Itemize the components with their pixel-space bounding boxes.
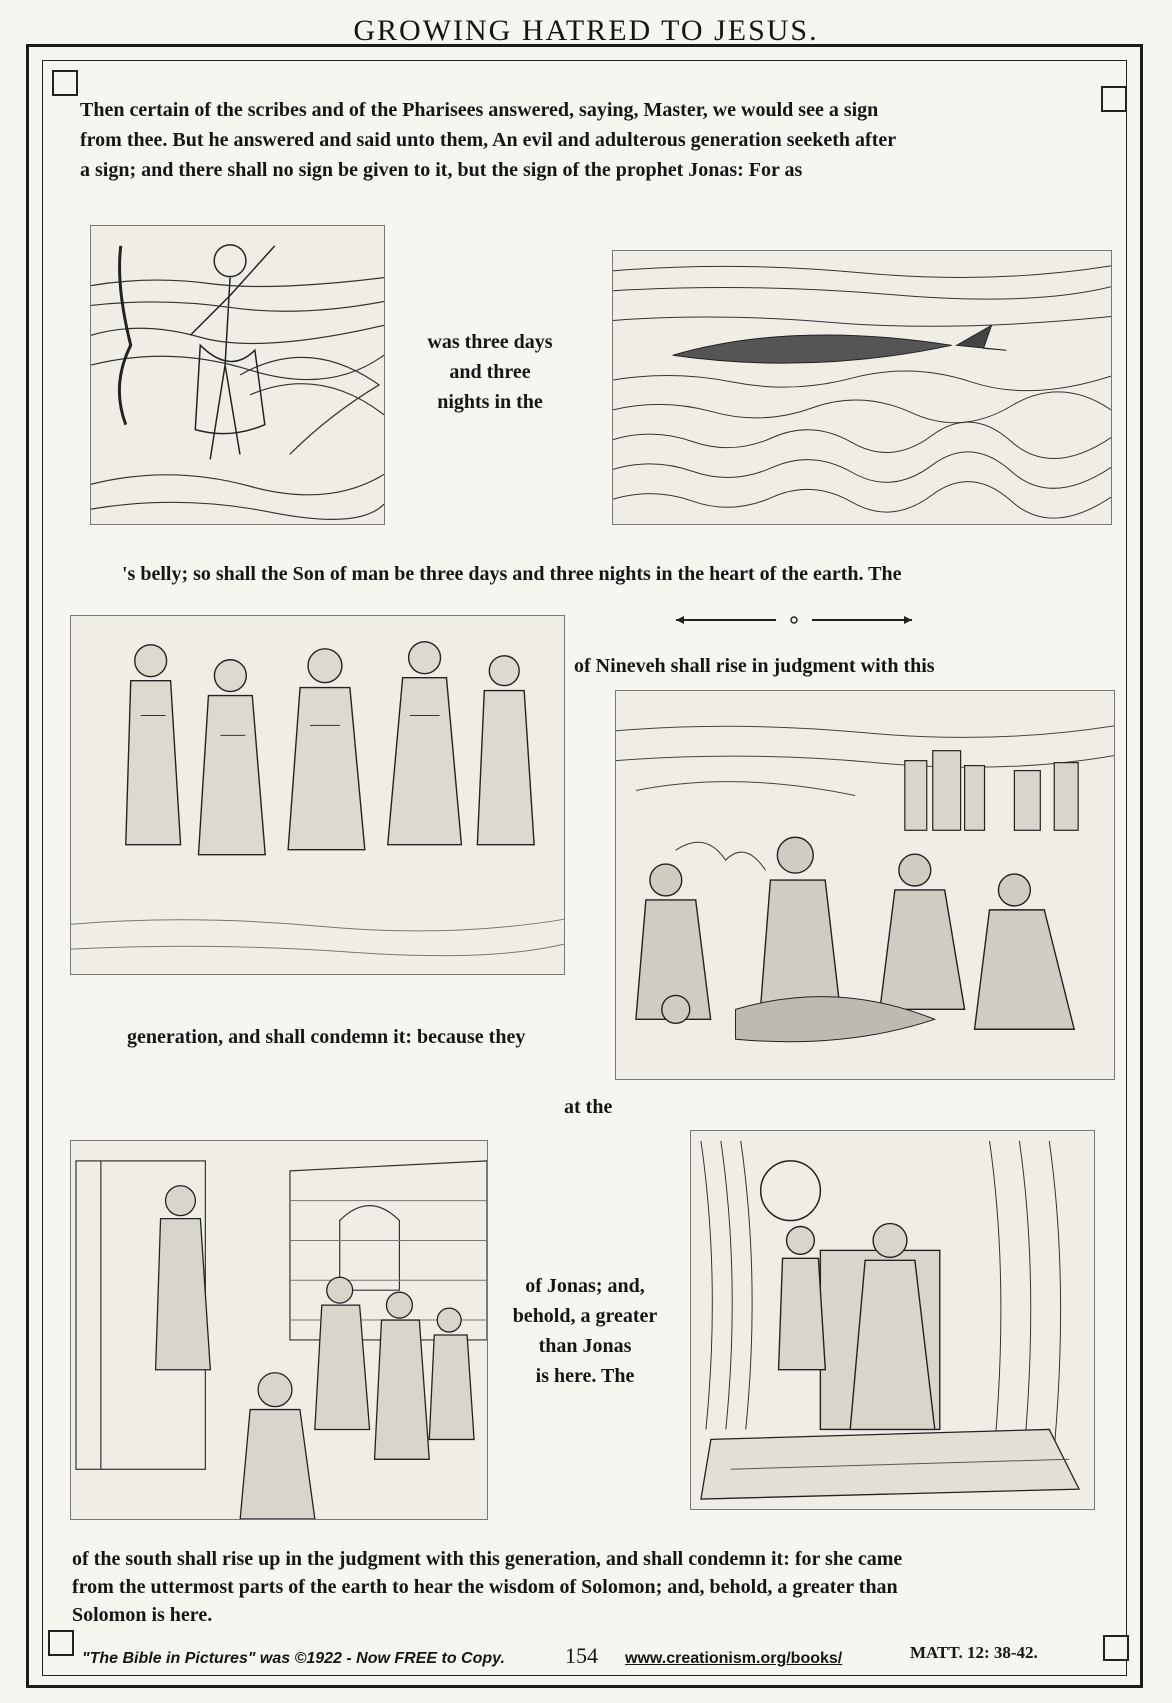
middle-text-2-line-4: is here. The	[535, 1365, 635, 1387]
closing-line-2: from the uttermost parts of the earth to hear the wisdom of Solomon; and, behold, a greater than	[72, 1576, 898, 1598]
middle-text-2-line-2: behold, a greater	[512, 1305, 658, 1327]
page-number: 154	[565, 1643, 598, 1668]
middle-text-1-line-3: nights in the	[437, 391, 543, 413]
middle-text-1-line-2: and three	[449, 361, 531, 383]
closing-line-3: Solomon is here.	[72, 1604, 213, 1626]
scripture-reference: MATT. 12: 38-42.	[910, 1643, 1038, 1662]
illustration-ninevites-repenting	[615, 690, 1115, 1080]
page-title: GROWING HATRED TO JESUS.	[353, 14, 819, 47]
illustration-queen-of-the-south	[690, 1130, 1095, 1510]
corner-ornament-bottom-right	[1103, 1635, 1129, 1661]
at-the-text: at the	[564, 1096, 613, 1118]
intro-line-2: from thee. But he answered and said unto them, An evil and adulterous generation seeketh after	[80, 129, 897, 151]
generation-line: generation, and shall condemn it: because they	[127, 1026, 526, 1048]
middle-text-2-line-3: than Jonas	[538, 1335, 632, 1357]
intro-line-3: a sign; and there shall no sign be given to it, but the sign of the prophet Jonas: For as	[80, 159, 803, 181]
closing-line-1: of the south shall rise up in the judgment with this generation, and shall condemn it: for she came	[72, 1548, 903, 1570]
illustration-jonas-preaching	[70, 1140, 488, 1520]
ornament-divider	[676, 610, 912, 630]
belly-line: 's belly; so shall the Son of man be three days and three nights in the heart of the earth. The	[122, 563, 902, 585]
footer-credit: "The Bible in Pictures" was ©1922 - Now FREE to Copy.	[82, 1650, 505, 1667]
illustration-whale-sea	[612, 250, 1112, 525]
middle-text-2-line-1: of Jonas; and,	[525, 1275, 645, 1297]
corner-ornament-top-right	[1101, 86, 1127, 112]
illustration-jonas-shore	[90, 225, 385, 525]
intro-line-1: Then certain of the scribes and of the Pharisees answered, saying, Master, we would see a sign	[80, 99, 879, 121]
corner-ornament-bottom-left	[48, 1630, 74, 1656]
nineveh-line: of Nineveh shall rise in judgment with this	[574, 655, 935, 677]
footer-url-link[interactable]: www.creationism.org/books/	[625, 1650, 843, 1667]
middle-text-1-line-1: was three days	[427, 331, 553, 353]
corner-ornament-top-left	[52, 70, 78, 96]
illustration-men-of-nineveh	[70, 615, 565, 975]
